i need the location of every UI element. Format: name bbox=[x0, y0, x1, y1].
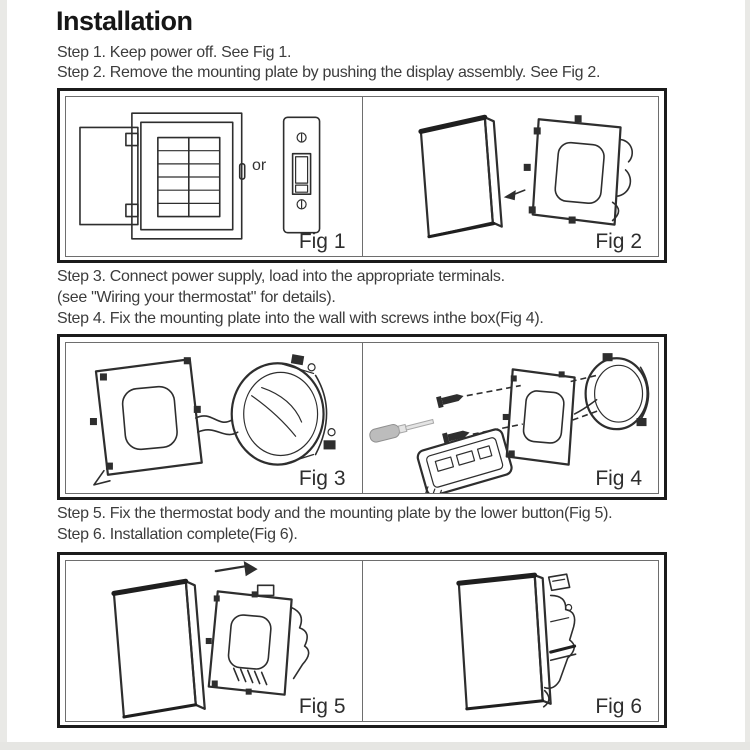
figure-box-1-frame bbox=[65, 96, 659, 257]
figure-cell-fig4 bbox=[363, 343, 659, 493]
breaker-panel-icon bbox=[80, 113, 245, 239]
step-5-text: Step 5. Fix the thermostat body and the mounting plate by the lower button(Fig 5). bbox=[57, 505, 613, 522]
figure-label-fig1: Fig 1 bbox=[298, 230, 346, 253]
step-3-note-text: (see "Wiring your thermostat" for details). bbox=[57, 289, 336, 306]
page-edge-left bbox=[0, 0, 7, 750]
figure-box-2 bbox=[57, 334, 667, 500]
thermostat-body-icon bbox=[413, 428, 514, 493]
display-panel-icon bbox=[114, 581, 205, 717]
page-title: Installation bbox=[56, 6, 193, 36]
figure-label-fig6: Fig 6 bbox=[595, 695, 642, 718]
figure-cell-fig6 bbox=[363, 561, 659, 721]
page-edge-right bbox=[745, 0, 750, 750]
wall-box-icon bbox=[585, 353, 648, 429]
removal-arrow-icon bbox=[503, 190, 524, 200]
figure-cell-fig5 bbox=[66, 561, 363, 721]
display-panel-icon bbox=[420, 117, 501, 237]
page-edge-bottom bbox=[0, 742, 750, 750]
figure-cell-fig1 bbox=[66, 97, 363, 256]
mounting-plate-icon bbox=[502, 369, 574, 464]
screwdriver-icon bbox=[368, 415, 434, 444]
figure-box-2-frame bbox=[65, 342, 659, 494]
installed-thermostat-icon bbox=[458, 574, 575, 709]
step-4-text: Step 4. Fix the mounting plate into the wall with screws inthe box(Fig 4). bbox=[57, 310, 544, 327]
step-6-text: Step 6. Installation complete(Fig 6). bbox=[57, 526, 298, 543]
step-2-text: Step 2. Remove the mounting plate by pushing the display assembly. See Fig 2. bbox=[57, 64, 601, 81]
direction-arrow-icon bbox=[216, 561, 258, 576]
figure-box-1 bbox=[57, 88, 667, 263]
step-1-text: Step 1. Keep power off. See Fig 1. bbox=[57, 44, 292, 61]
mounted-plate-icon bbox=[206, 585, 309, 694]
figure-cell-fig2 bbox=[363, 97, 659, 256]
toggle-switch-icon bbox=[284, 117, 320, 232]
step-3-text: Step 3. Connect power supply, load into the appropriate terminals. bbox=[57, 268, 505, 285]
figure-box-3-frame bbox=[65, 560, 659, 722]
figure-label-fig3: Fig 3 bbox=[298, 467, 346, 490]
figure-box-3 bbox=[57, 552, 667, 728]
or-text: or bbox=[252, 157, 267, 174]
mounting-plate-icon bbox=[90, 357, 202, 485]
mounting-plate-icon bbox=[523, 115, 632, 224]
figure-cell-fig3 bbox=[66, 343, 363, 493]
wall-box-icon bbox=[232, 354, 336, 464]
figure-label-fig2: Fig 2 bbox=[595, 230, 642, 253]
figure-label-fig4: Fig 4 bbox=[595, 467, 642, 490]
screw-icon bbox=[436, 391, 471, 445]
figure-label-fig5: Fig 5 bbox=[298, 695, 346, 718]
